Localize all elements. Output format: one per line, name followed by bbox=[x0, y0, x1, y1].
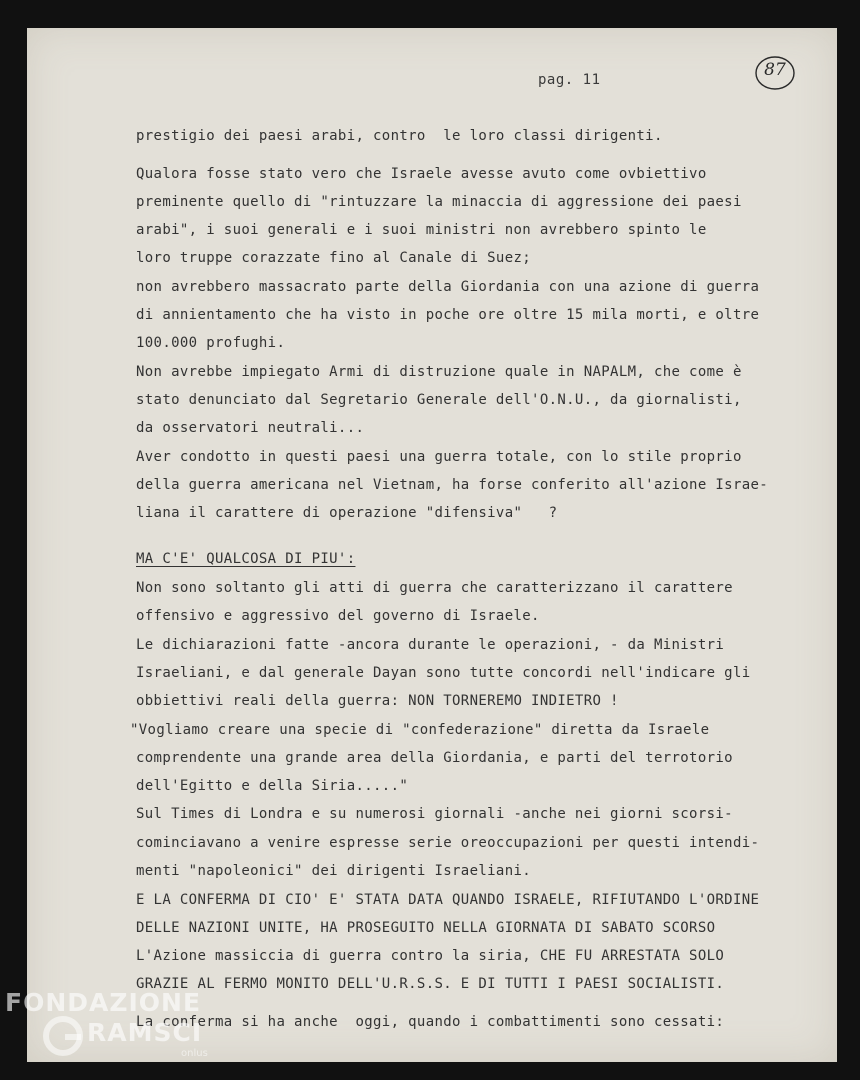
text-line-2: Qualora fosse stato vero che Israele avesse avuto come ovbiettivo bbox=[136, 166, 707, 182]
text-line-20: obbiettivi reali della guerra: NON TORNEREMO INDIETRO ! bbox=[136, 693, 619, 709]
text-line-24: Sul Times di Londra e su numerosi giornali -anche nei giorni scorsi- bbox=[136, 806, 733, 822]
text-line-16: Non sono soltanto gli atti di guerra che caratterizzano il carattere bbox=[136, 580, 733, 596]
text-line-21: "Vogliamo creare una specie di "confederazione" diretta da Israele bbox=[130, 722, 710, 738]
fondazione-gramsci-watermark bbox=[5, 988, 225, 1076]
text-line-1: prestigio dei paesi arabi, contro le loro classi dirigenti. bbox=[136, 128, 663, 144]
text-line-7: di annientamento che ha visto in poche ore oltre 15 mila morti, e oltre bbox=[136, 307, 760, 323]
text-line-28: DELLE NAZIONI UNITE, HA PROSEGUITO NELLA GIORNATA DI SABATO SCORSO bbox=[136, 920, 716, 936]
text-line-6: non avrebbero massacrato parte della Giordania con una azione di guerra bbox=[136, 279, 760, 295]
text-line-27: E LA CONFERMA DI CIO' E' STATA DATA QUANDO ISRAELE, RIFIUTANDO L'ORDINE bbox=[136, 892, 760, 908]
section-heading: MA C'E' QUALCOSA DI PIU': bbox=[136, 551, 356, 567]
text-line-9: Non avrebbe impiegato Armi di distruzione quale in NAPALM, che come è bbox=[136, 364, 742, 380]
folio-number-stamp bbox=[754, 54, 796, 92]
watermark-suffix: onlus bbox=[181, 1048, 208, 1059]
text-line-19: Israeliani, e dal generale Dayan sono tutte concordi nell'indicare gli bbox=[136, 665, 751, 681]
text-line-5: loro truppe corazzate fino al Canale di Suez; bbox=[136, 250, 532, 266]
page-number: pag. 11 bbox=[538, 72, 601, 88]
text-line-11: da osservatori neutrali... bbox=[136, 420, 365, 436]
text-line-30: GRAZIE AL FERMO MONITO DELL'U.R.S.S. E DI TUTTI I PAESI SOCIALISTI. bbox=[136, 976, 725, 992]
text-line-18: Le dichiarazioni fatte -ancora durante le operazioni, - da Ministri bbox=[136, 637, 725, 653]
text-line-13: della guerra americana nel Vietnam, ha forse conferito all'azione Israe- bbox=[136, 477, 769, 493]
text-line-4: arabi", i suoi generali e i suoi ministri non avrebbero spinto le bbox=[136, 222, 707, 238]
watermark-line-2: RAMSCI bbox=[87, 1018, 203, 1047]
text-line-10: stato denunciato dal Segretario Generale dell'O.N.U., da giornalisti, bbox=[136, 392, 742, 408]
text-line-23: dell'Egitto e della Siria....." bbox=[136, 778, 409, 794]
text-line-31: La conferma si ha anche oggi, quando i combattimenti sono cessati: bbox=[136, 1014, 725, 1030]
watermark-line-1: FONDAZIONE bbox=[5, 988, 202, 1017]
text-line-3: preminente quello di "rintuzzare la minaccia di aggressione dei paesi bbox=[136, 194, 742, 210]
text-line-22: comprendente una grande area della Giordania, e parti del terrotorio bbox=[136, 750, 733, 766]
folio-number: 87 bbox=[764, 60, 786, 80]
text-line-14: liana il carattere di operazione "difensiva" ? bbox=[136, 505, 558, 521]
watermark-g-logo-icon bbox=[41, 1014, 85, 1058]
text-line-17: offensivo e aggressivo del governo di Israele. bbox=[136, 608, 540, 624]
text-line-8: 100.000 profughi. bbox=[136, 335, 286, 351]
text-line-25: cominciavano a venire espresse serie oreoccupazioni per questi intendi- bbox=[136, 835, 760, 851]
text-line-12: Aver condotto in questi paesi una guerra totale, con lo stile proprio bbox=[136, 449, 742, 465]
text-line-29: L'Azione massiccia di guerra contro la siria, CHE FU ARRESTATA SOLO bbox=[136, 948, 725, 964]
text-line-26: menti "napoleonici" dei dirigenti Israeliani. bbox=[136, 863, 532, 879]
